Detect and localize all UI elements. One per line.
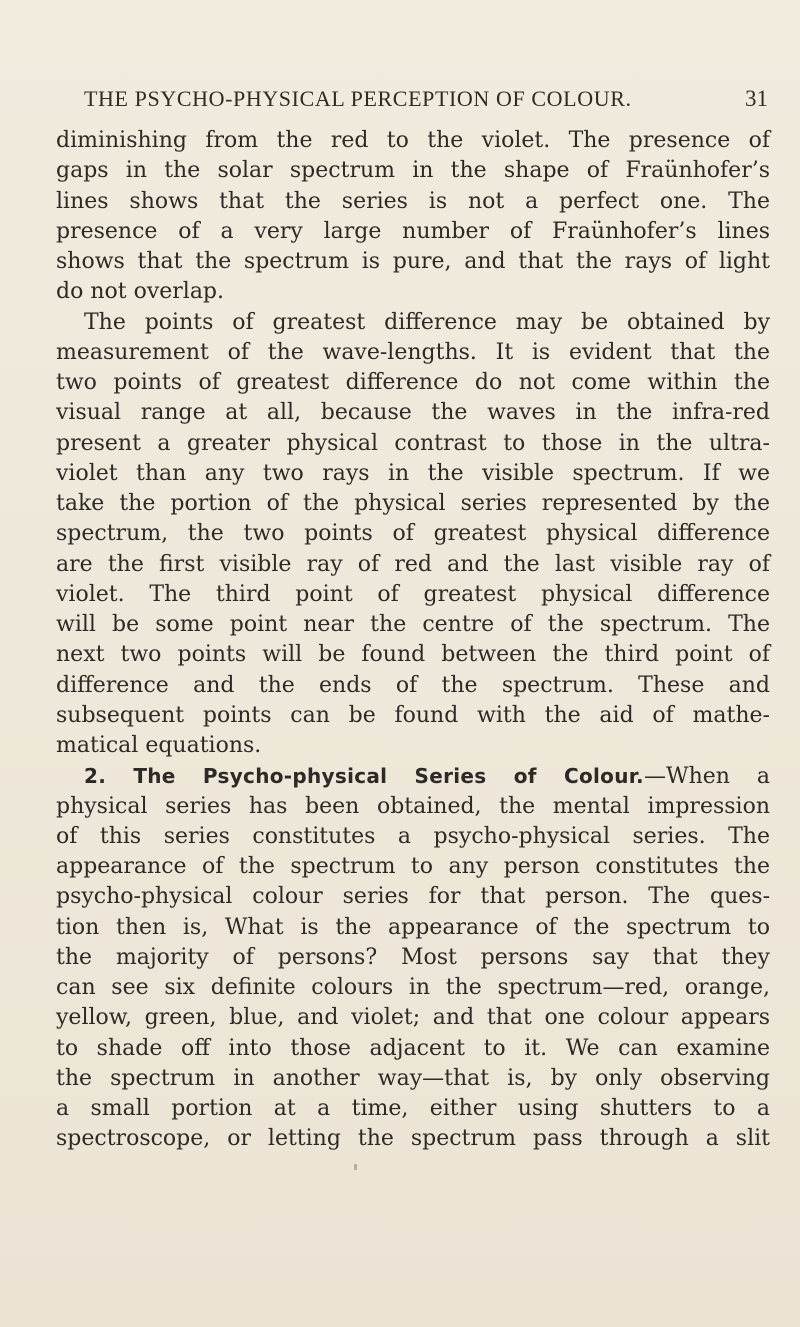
text-line: diminishing from the red to the violet. The presence of <box>56 128 770 153</box>
running-title: THE PSYCHO-PHYSICAL PERCEPTION OF COLOUR. <box>84 86 632 111</box>
text-line: visual range at all, because the waves in the infra-red <box>56 400 770 426</box>
text-line: next two points will be found between the third point of <box>56 642 770 668</box>
running-head <box>84 86 768 118</box>
text-line: lines shows that the series is not a perfect one. The <box>56 188 770 214</box>
text-line: measurement of the wave-lengths. It is evident that the <box>56 339 770 365</box>
text-line: do not overlap. <box>56 279 225 305</box>
text-line: two points of greatest difference do not come within the <box>56 370 770 395</box>
text-line: spectroscope, or letting the spectrum pass through a slit <box>56 1126 770 1152</box>
text-line: present a greater physical contrast to those in the ultra- <box>56 430 770 456</box>
text-line: presence of a very large number of Fraünhofer’s lines <box>56 218 770 244</box>
text-line: appearance of the spectrum to any person constitutes the <box>56 854 770 879</box>
text-line: violet. The third point of greatest physical difference <box>56 581 770 607</box>
text-line: spectrum, the two points of greatest physical difference <box>56 521 770 547</box>
text-line: tion then is, What is the appearance of the spectrum to <box>56 914 770 940</box>
text-line: psycho-physical colour series for that person. The ques- <box>56 884 770 910</box>
section-heading: 2. The Psycho-physical Series of Colour. <box>84 764 644 789</box>
text-line: can see six definite colours in the spectrum—red, orange, <box>56 975 770 1000</box>
text-line: subsequent points can be found with the aid of mathe- <box>56 702 770 728</box>
page-number: 31 <box>745 86 768 111</box>
text-line: the spectrum in another way—that is, by only observing <box>56 1065 770 1091</box>
text-line: take the portion of the physical series represented by the <box>56 491 770 516</box>
text-line: yellow, green, blue, and violet; and that one colour appears <box>56 1005 770 1031</box>
body-text <box>56 126 770 1155</box>
text-line: are the first visible ray of red and the last visible ray of <box>56 551 770 577</box>
text-line: physical series has been obtained, the mental impression <box>56 793 770 819</box>
text-line: shows that the spectrum is pure, and that the rays of light <box>56 249 770 274</box>
page-blemish <box>354 1164 357 1170</box>
text-line: the majority of persons? Most persons say that they <box>56 944 770 970</box>
text-line: a small portion at a time, either using shutters to a <box>56 1096 770 1121</box>
section-heading-line <box>56 761 770 791</box>
text-line: difference and the ends of the spectrum. These and <box>56 672 770 698</box>
text-line: will be some point near the centre of the spectrum. The <box>56 612 770 637</box>
text-line: violet than any two rays in the visible spectrum. If we <box>56 460 770 486</box>
text-line: to shade off into those adjacent to it. We can examine <box>56 1035 770 1061</box>
text-line: The points of greatest difference may be obtained by <box>84 309 770 335</box>
section-heading-continuation: —When a <box>643 764 770 790</box>
text-line: matical equations. <box>56 733 262 758</box>
text-line: of this series constitutes a psycho-physical series. The <box>56 823 770 849</box>
text-line: gaps in the solar spectrum in the shape of Fraünhofer’s <box>56 158 770 184</box>
